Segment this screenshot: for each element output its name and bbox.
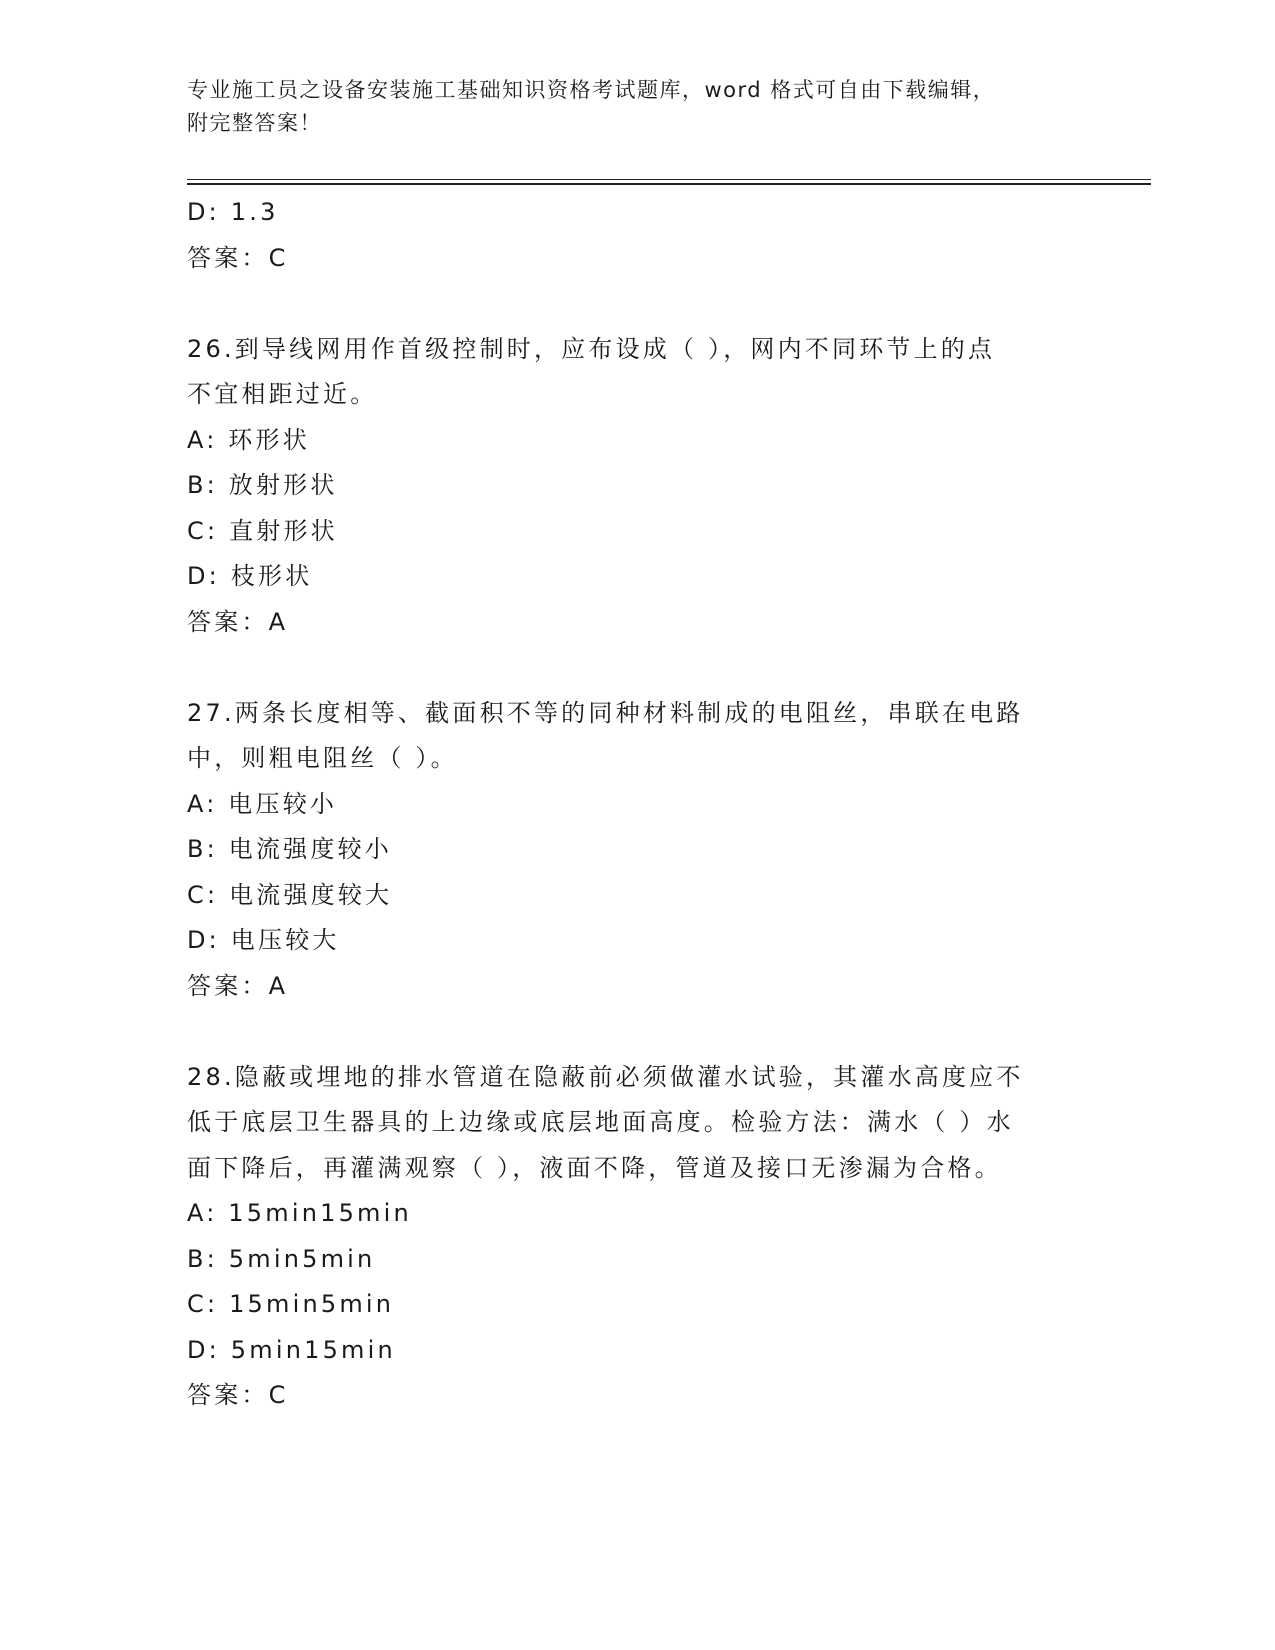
question-27: [187, 691, 1087, 1010]
question-stem-line: 28.隐蔽或埋地的排水管道在隐蔽前必须做灌水试验，其灌水高度应不: [187, 1062, 1024, 1091]
spacer: [187, 645, 1087, 691]
option-a: A: 环形状: [187, 425, 310, 454]
option-c: C: 15min5min: [187, 1290, 395, 1318]
question-content: [187, 190, 1087, 1419]
question-26: [187, 327, 1087, 646]
answer: 答案：A: [187, 971, 289, 1000]
question-stem-line: 26.到导线网用作首级控制时，应布设成（ ），网内不同环节上的点: [187, 334, 996, 363]
option-d: D: 5min15min: [187, 1335, 396, 1364]
question-28: [187, 1055, 1087, 1419]
prev-answer: 答案：C: [187, 243, 289, 272]
question-stem-line: 面下降后，再灌满观察（ ），液面不降，管道及接口无渗漏为合格。: [187, 1153, 1002, 1182]
option-d: D: 电压较大: [187, 926, 340, 954]
prev-option-d: D: 1.3: [187, 198, 279, 226]
option-c: C: 电流强度较大: [187, 880, 393, 909]
spacer: [187, 1009, 1087, 1055]
question-stem-line: 低于底层卫生器具的上边缘或底层地面高度。检验方法：满水（ ）水: [187, 1108, 1014, 1136]
option-a: A: 15min15min: [187, 1199, 412, 1227]
header-line-1: 专业施工员之设备安装施工基础知识资格考试题库，word 格式可自由下载编辑，: [187, 78, 996, 102]
option-b: B: 5min5min: [187, 1244, 376, 1273]
header-divider-thick: [187, 183, 1151, 185]
option-b: B: 放射形状: [187, 471, 338, 499]
header-divider-thin: [187, 179, 1151, 180]
spacer: [187, 281, 1087, 327]
answer: 答案：A: [187, 607, 289, 636]
option-c: C: 直射形状: [187, 516, 338, 545]
option-b: B: 电流强度较小: [187, 835, 392, 863]
document-header: [187, 74, 1107, 140]
question-stem-line: 不宜相距过近。: [187, 380, 378, 408]
header-line-2: 附完整答案！: [187, 111, 322, 135]
option-d: D: 枝形状: [187, 562, 313, 590]
option-a: A: 电压较小: [187, 789, 338, 818]
question-stem-line: 27.两条长度相等、截面积不等的同种材料制成的电阻丝，串联在电路: [187, 698, 1024, 727]
question-stem-line: 中，则粗电阻丝（ ）。: [187, 744, 458, 772]
answer: 答案：C: [187, 1381, 289, 1409]
